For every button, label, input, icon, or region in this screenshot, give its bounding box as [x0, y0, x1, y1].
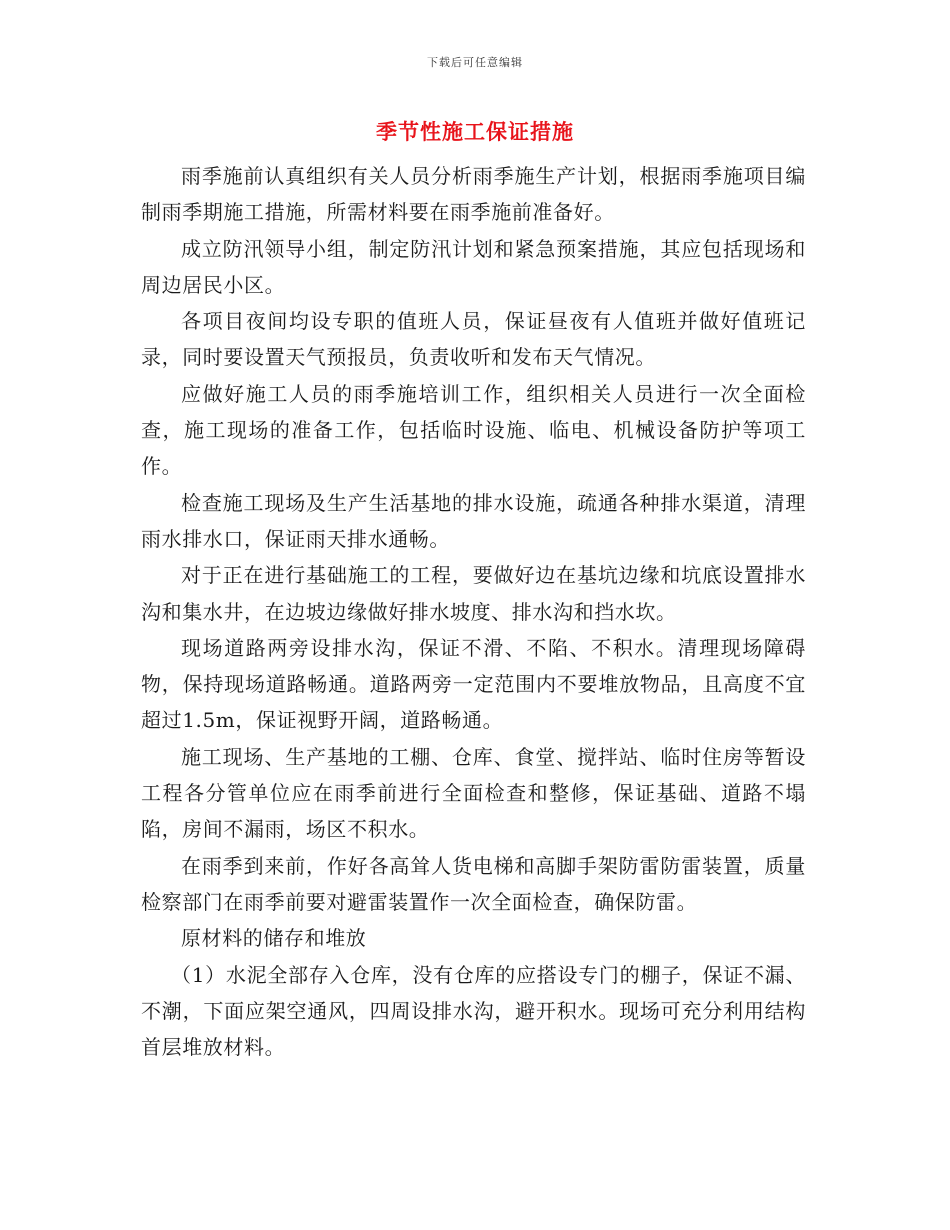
document-title: 季节性施工保证措施 [376, 119, 574, 144]
paragraph-cement-storage: （1）水泥全部存入仓库，没有仓库的应搭设专门的棚子，保证不漏、不潮，下面应架空通风，四周设排水沟，避开积水。现场可充分利用结构首层堆放材料。 [141, 962, 806, 1060]
paragraph-materials-heading: 原材料的储存和堆放 [181, 926, 367, 951]
paragraph-night-duty: 各项目夜间均设专职的值班人员，保证昼夜有人值班并做好值班记录，同时要设置天气预报员，负责收听和发布天气情况。 [141, 309, 806, 370]
paragraph-lightning-protection: 在雨季到来前，作好各高耸人货电梯和高脚手架防雷防雷装置，质量检察部门在雨季前要对避雷装置作一次全面检查，确保防雷。 [141, 853, 806, 914]
paragraph-rainy-season-plan: 雨季施前认真组织有关人员分析雨季施生产计划，根据雨季施项目编制雨季期施工措施，所需材料要在雨季施前准备好。 [141, 164, 806, 225]
paragraph-drainage-check: 检查施工现场及生产生活基地的排水设施，疏通各种排水渠道，清理雨水排水口，保证雨天排水通畅。 [141, 490, 806, 551]
paragraph-flood-control-group: 成立防汛领导小组，制定防汛计划和紧急预案措施，其应包括现场和周边居民小区。 [141, 236, 806, 297]
paragraph-training-inspection: 应做好施工人员的雨季施培训工作，组织相关人员进行一次全面检查，施工现场的准备工作，包括临时设施、临电、机械设备防护等项工作。 [141, 381, 806, 479]
document-body [141, 158, 806, 1065]
paragraph-road-drainage: 现场道路两旁设排水沟，保证不滑、不陷、不积水。清理现场障碍物，保持现场道路畅通。道路两旁一定范围内不要堆放物品，且高度不宜超过1.5m，保证视野开阔，道路畅通。 [141, 635, 806, 733]
paragraph-temporary-facilities: 施工现场、生产基地的工棚、仓库、食堂、搅拌站、临时住房等暂设工程各分管单位应在雨季前进行全面检查和整修，保证基础、道路不塌陷，房间不漏雨，场区不积水。 [141, 744, 806, 842]
header-note: 下载后可任意编辑 [427, 56, 523, 69]
paragraph-foundation-drainage: 对于正在进行基础施工的工程，要做好边在基坑边缘和坑底设置排水沟和集水井，在边坡边缘做好排水坡度、排水沟和挡水坎。 [141, 563, 806, 624]
